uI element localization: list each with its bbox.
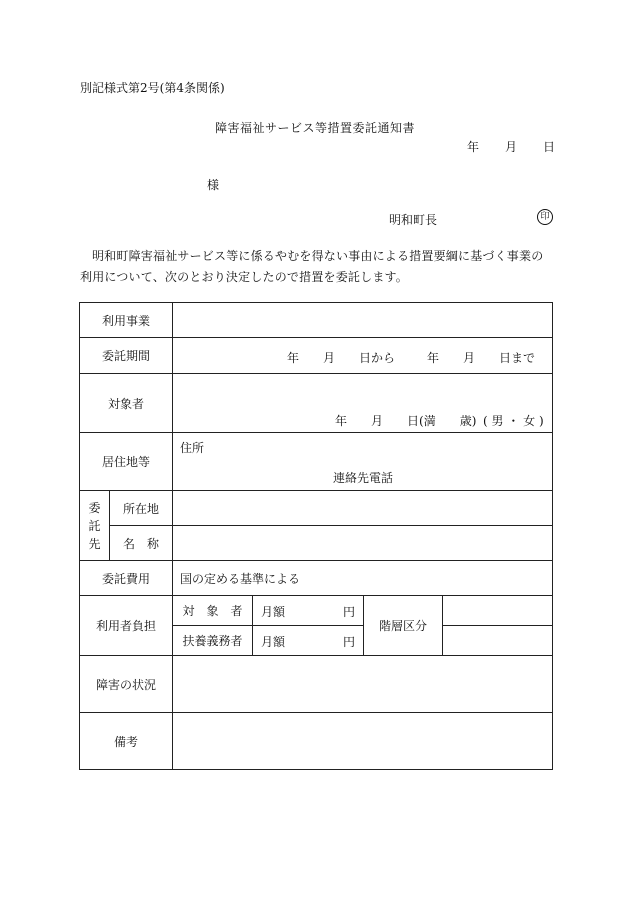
cost-value: 国の定める基準による xyxy=(180,571,301,586)
period-to: 年 月 日まで xyxy=(427,351,536,365)
residence-label: 居住地等 xyxy=(80,433,173,491)
month-label: 月 xyxy=(505,140,518,154)
cost-value-cell xyxy=(173,561,553,596)
row-period xyxy=(80,338,553,374)
notice-form-table xyxy=(79,302,553,770)
entrustee-name-value-cell xyxy=(173,526,553,561)
row-cost xyxy=(80,561,553,596)
subject-value-cell xyxy=(173,374,553,433)
remarks-label: 備考 xyxy=(80,713,173,770)
seal-mark: 印 xyxy=(537,209,553,225)
issue-date xyxy=(467,138,555,155)
disability-label: 障害の状況 xyxy=(80,656,173,713)
form-number-label: 別記様式第2号(第4条関係) xyxy=(80,81,225,95)
yen-label-guardian: 円 xyxy=(343,635,356,649)
service-label: 利用事業 xyxy=(80,303,173,338)
entrustee-name-label: 名 称 xyxy=(110,526,173,561)
period-value-cell xyxy=(173,338,553,374)
tier-label: 階層区分 xyxy=(364,596,443,656)
day-label: 日 xyxy=(543,140,556,154)
yen-label-subject: 円 xyxy=(343,605,356,619)
addressee-suffix: 様 xyxy=(207,178,220,192)
disability-value-cell xyxy=(173,656,553,713)
row-location xyxy=(80,491,553,526)
remarks-value-cell xyxy=(173,713,553,770)
period-from: 年 月 日から xyxy=(287,351,396,365)
row-disability xyxy=(80,656,553,713)
monthly-label-guardian: 月額 xyxy=(261,635,286,649)
row-remarks xyxy=(80,713,553,770)
document-title: 障害福祉サービス等措置委託通知書 xyxy=(214,121,415,135)
row-residence xyxy=(80,433,553,491)
tier-value-cell-2 xyxy=(443,626,553,656)
phone-label: 連絡先電話 xyxy=(333,471,394,485)
entrust-vertical-label xyxy=(80,491,110,561)
burden-guardian-label: 扶養義務者 xyxy=(173,626,253,656)
service-value-cell xyxy=(173,303,553,338)
burden-guardian-amount-cell xyxy=(253,626,364,656)
subject-birthdate: 年 月 日(満 歳) xyxy=(335,414,477,428)
notice-body-text: 明和町障害福祉サービス等に係るやむを得ない事由による措置要綱に基づく事業の利用について、次のとおり決定したので措置を委託します。 xyxy=(80,249,544,284)
entrust-char-3: 先 xyxy=(88,536,101,551)
row-entrustee-name xyxy=(80,526,553,561)
burden-subject-label: 対 象 者 xyxy=(173,596,253,626)
burden-subject-amount-cell xyxy=(253,596,364,626)
row-burden-subject xyxy=(80,596,553,626)
residence-value-cell xyxy=(173,433,553,491)
monthly-label-subject: 月額 xyxy=(261,605,286,619)
row-subject xyxy=(80,374,553,433)
burden-label: 利用者負担 xyxy=(80,596,173,656)
year-label: 年 xyxy=(467,140,480,154)
entrust-char-1: 委 xyxy=(88,500,101,515)
entrust-char-2: 託 xyxy=(88,518,101,533)
issuer-name: 明和町長 xyxy=(389,213,438,227)
row-service xyxy=(80,303,553,338)
location-label: 所在地 xyxy=(110,491,173,526)
tier-value-cell-1 xyxy=(443,596,553,626)
location-value-cell xyxy=(173,491,553,526)
period-label: 委託期間 xyxy=(80,338,173,374)
subject-sex: ( 男 ・ 女 ) xyxy=(483,414,544,428)
cost-label: 委託費用 xyxy=(80,561,173,596)
subject-label: 対象者 xyxy=(80,374,173,433)
address-label: 住所 xyxy=(180,441,205,455)
